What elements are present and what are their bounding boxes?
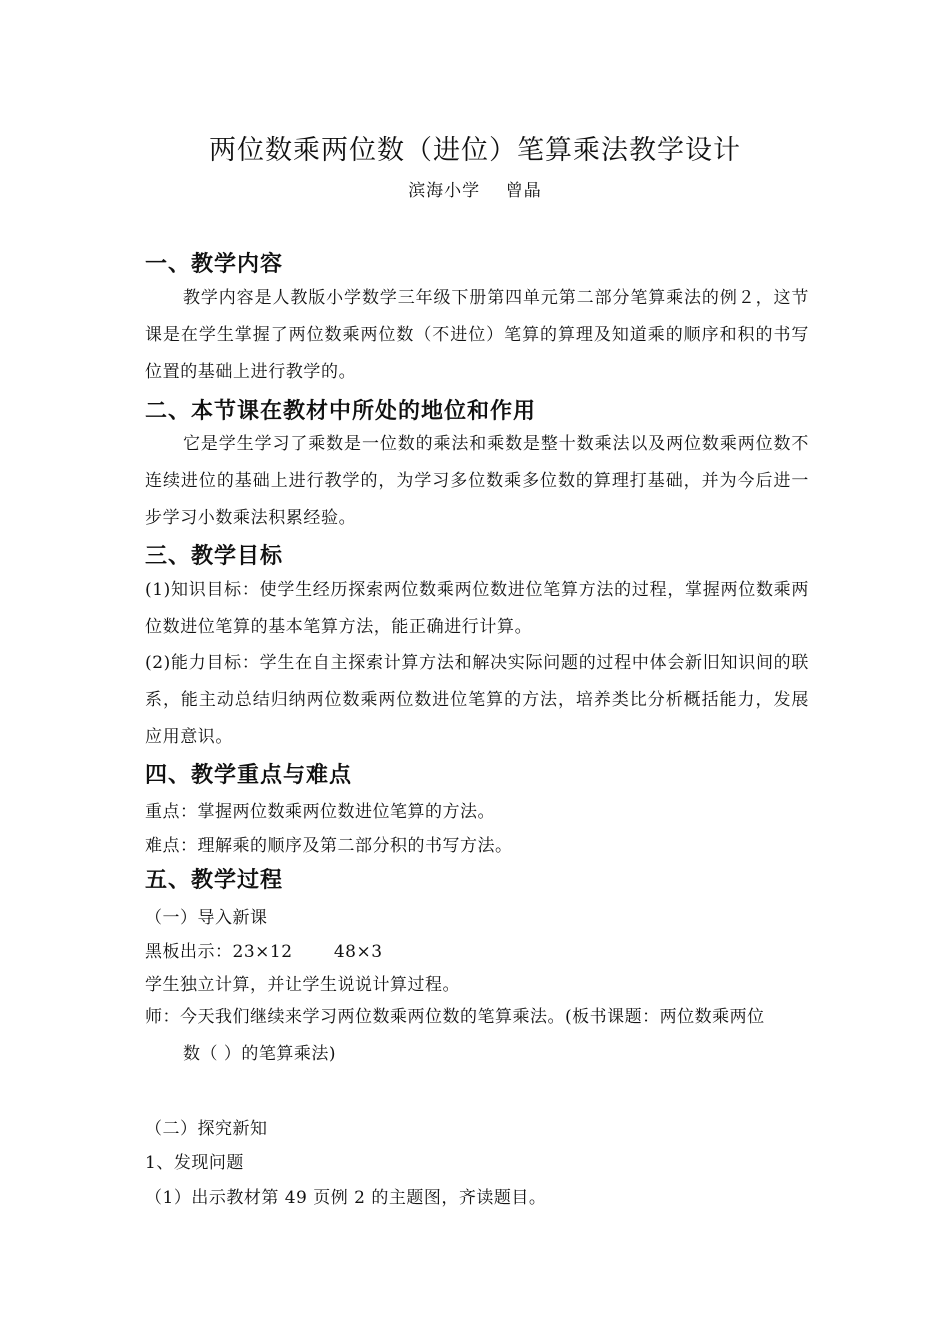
board-display: 黑板出示：23×12 48×3 — [145, 942, 383, 962]
goal-knowledge: (1)知识目标：使学生经历探索两位数乘两位数进位笔算方法的过程，掌握两位数乘两位数进位笔算的基本笔算方法，能正确进行计算。 — [145, 580, 809, 637]
show-textbook: （1）出示教材第 49 页例 2 的主题图，齐读题目。 — [145, 1188, 547, 1208]
section-heading-2: 二、本节课在教材中所处的地位和作用 — [145, 399, 537, 424]
difficult-point: 难点：理解乘的顺序及第二部分积的书写方法。 — [145, 836, 513, 856]
section-heading-3: 三、教学目标 — [145, 544, 284, 569]
goal-ability: (2)能力目标：学生在自主探索计算方法和解决实际问题的过程中体会新旧知识间的联系，能主动总结归纳两位数乘两位数进位笔算的方法，培养类比分析概括能力，发展应用意识。 — [145, 653, 809, 747]
page-title: 两位数乘两位数（进位）笔算乘法教学设计 — [209, 135, 741, 166]
author-line: 滨海小学 曾晶 — [408, 181, 542, 201]
student-activity: 学生独立计算，并让学生说说计算过程。 — [145, 975, 460, 995]
find-problem: 1、发现问题 — [145, 1153, 244, 1173]
section-heading-5: 五、教学过程 — [145, 868, 284, 893]
section-heading-1: 一、教学内容 — [145, 252, 284, 277]
teacher-speech-line-1: 师：今天我们继续来学习两位数乘两位数的笔算乘法。(板书课题：两位数乘两位 — [145, 1007, 765, 1027]
key-point: 重点：掌握两位数乘两位数进位笔算的方法。 — [145, 802, 495, 822]
teacher-speech — [145, 999, 809, 1073]
section-1-body: 教学内容是人教版小学数学三年级下册第四单元第二部分笔算乘法的例２，这节课是在学生掌握了两位数乘两位数（不进位）笔算的算理及知道乘的顺序和积的书写位置的基础上进行教学的。 — [145, 288, 809, 382]
teacher-speech-line-2: 数（ ）的笔算乘法) — [183, 1044, 337, 1064]
section-2-body: 它是学生学习了乘数是一位数的乘法和乘数是整十数乘法以及两位数乘两位数不连续进位的基础上进行教学的，为学习多位数乘多位数的算理打基础，并为今后进一步学习小数乘法积累经验。 — [145, 434, 809, 528]
section-heading-4: 四、教学重点与难点 — [145, 763, 353, 788]
step-explore: （二）探究新知 — [145, 1119, 268, 1139]
step-intro: （一）导入新课 — [145, 908, 268, 928]
